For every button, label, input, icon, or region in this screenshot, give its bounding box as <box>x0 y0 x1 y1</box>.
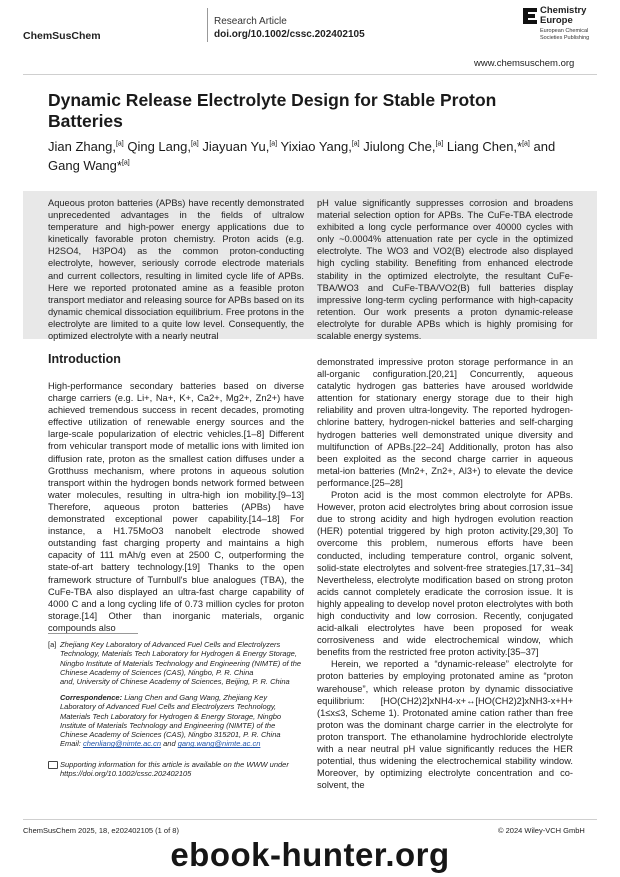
author-affiliation: [a] <box>190 140 199 148</box>
article-type: Research Article <box>214 16 287 27</box>
email-link[interactable]: chenliang@nimte.ac.cn <box>82 739 162 749</box>
footer-citation: ChemSusChem 2025, 18, e202402105 (1 of 8) <box>23 826 179 835</box>
intro-paragraph: Herein, we reported a “dynamic-release” electrolyte for proton batteries by employing protonated amine as “proton warehouse”, which release proton by dynamic dissociative equilibrium: [HO(CH2)2]xNH4-x+↔[HO(CH2)2]xNH3-x+H+ (1≤x≤3, Scheme 1). Protonated amine cation rather than free proton was the dominant charge carrier in the electrolyte for proton transport. The ethanolamine hydrochloride electrolyte with a near neutral pH value significantly reduces the HER potential, thus widening the electrochemical stability window. Moreover, by optimizing electrolyte concentration and co-solvent, the <box>317 659 573 791</box>
author: Yixiao Yang, <box>277 139 352 154</box>
publisher-subtitle: European Chemical Societies Publishing <box>540 28 590 41</box>
author-list <box>48 137 568 175</box>
article-title: Dynamic Release Electrolyte Design for Stable Proton Batteries <box>48 90 497 131</box>
correspondence-footnote <box>48 693 304 749</box>
correspondence-text: Liang Chen and Gang Wang, Zhejiang Key Laboratory of Advanced Fuel Cells and Electrolyzers Technology, Materials Tech Laboratory for Hydrogen & Energy Storage, Ningbo Institute of Materials Technology and Engineering (NIMTE) of the Chinese Academy of Sciences (CAS), Ningbo 315201, P. R. China <box>60 693 282 740</box>
footnote-tag: [a] <box>48 640 57 649</box>
author-affiliation: [a] <box>115 140 124 148</box>
author-affiliation: [a] <box>269 140 278 148</box>
email-and: and <box>163 739 176 749</box>
author: Qing Lang, <box>123 139 191 154</box>
affiliation-text-2: and, University of Chinese Academy of Sciences, Beijing, P. R. China <box>60 677 290 687</box>
computer-icon <box>48 761 58 769</box>
header-divider <box>207 8 208 42</box>
publisher-name: Chemistry Europe <box>540 5 587 26</box>
intro-paragraph: High-performance secondary batteries based on diverse charge carriers (e.g. Li+, Na+, K+, Ca2+, Mg2+, Zn2+) have achieved tremendous success in recent decades, promoting effective utilization of renewable energy sources and the large-scale popularization of electric vehicles.[1–8] Different from vehicular transport mode of metallic ions with limited ion diffusion rate, proton as the smallest cation diffuses under a Grotthuss mechanism, where protons in aqueous solution transport within the hydrogen bonds network formed between water molecules, resulting in ultra-high ion mobility.[9–13] Therefore, aqueous proton batteries (APBs) have demonstrated exceptional power capability.[14–18] For instance, a H1.75MoO3 nanobelt electrode showed outstanding fast charging property and maintains a high capacity of 111 mAh/g even at 2500 C, outperforming the state-of-art battery technology.[19] Thanks to the open framework structure of Turnbull's blue analogues (TBA), the CuFe-TBA also displayed an ultra-fast charge capability of 4000 C and a long cycling life of 0.73 million cycles for proton storage.[14] Other than inorganic materials, organic compounds also <box>48 381 304 633</box>
header-rule <box>23 74 597 75</box>
author-affiliation: [a] <box>522 140 530 148</box>
affiliation-footnote <box>48 640 304 686</box>
author-affiliation: [a] <box>351 140 360 148</box>
footnote-rule <box>48 633 138 634</box>
doi-link[interactable]: doi.org/10.1002/cssc.202402105 <box>214 29 365 40</box>
abstract-right-column: pH value significantly suppresses corrosion and broadens material selection option for APBs. The CuFe-TBA electrode exhibited a long cycle performance over 40000 cycles with only ~0.0004% attenuation rate per cycle in the optimized electrolyte. The WO3 and VO2(B) electrode also displayed high cycling stability. Benefiting from enhanced electrode stability in the optimized electrolyte, the resultant CuFe-TBA/WO3 and CuFe-TBA/VO2(B) full batteries display impressive long-term cycling performance with high-capacity retention. Our work presents a proton dynamic-release electrolyte for durable APBs which is highly promising for scalable energy systems. <box>317 198 573 342</box>
author: and Gang Wang* <box>48 139 556 173</box>
site-url[interactable]: www.chemsuschem.org <box>474 58 575 69</box>
supporting-info-footnote <box>48 760 304 779</box>
intro-left-column <box>48 380 304 634</box>
footer-rule <box>23 819 597 820</box>
author-affiliation: [a] <box>435 140 444 148</box>
affiliation-text: Zhejiang Key Laboratory of Advanced Fuel Cells and Electrolyzers Technology, Materials Tech Laboratory for Hydrogen & Energy Storage, Ningbo Institute of Materials Technology and Engineering (NIMTE) of the Chinese Academy of Sciences (CAS), Ningbo, P. R. China <box>60 640 302 677</box>
abstract-left-column: Aqueous proton batteries (APBs) have recently demonstrated unprecedented advantages in the fields of ultralow temperature and high-power energy applications due to kinetically favorable proton chemistry. Proton acids (e.g. H2SO4, H3PO4) as the common proton-conducting electrolyte, however, seriously corrode electrode materials and current collectors, resulting in limited cycle life of APBs. Here we reported protonated amine as a feasible proton transport mediator and releasing source for APBs based on its dynamic chemical dissociation equilibrium. Free protons in the electrolyte are limited to a quite low level. Consequently, the optimized electrolyte with a nearly neutral <box>48 198 304 342</box>
author: Jian Zhang, <box>48 139 116 154</box>
intro-right-column <box>317 356 573 791</box>
watermark: ebook-hunter.org <box>170 836 450 873</box>
chemistry-europe-logo-icon <box>523 8 537 24</box>
intro-paragraph: demonstrated impressive proton storage performance in an all-organic configuration.[20,21] Concurrently, aqueous catalytic hydrogen gas batteries have aroused worldwide attention for stationary energy storage due to their high reliability and proven ultra-longevity. The reported hydrogen-chlorine battery, hydrogen-nickel batteries and self-charging hydrogen batteries well demonstrated unique diversity and multifunction of APBs.[22–24] Additionally, proton has also been exploited as the second charge carrier in aqueous metal-ion batteries (Mn2+, Zn2+, Al3+) to elevate the device performance.[25–28] <box>317 357 573 488</box>
email-label: Email: <box>60 739 81 749</box>
abstract-box <box>23 191 597 342</box>
correspondence-label: Correspondence: <box>60 693 123 702</box>
journal-name: ChemSusChem <box>23 30 101 42</box>
intro-paragraph: Proton acid is the most common electrolyte for APBs. However, proton acid electrolytes bring about corrosion issue due to strong acidity and high hydrogen evolution reaction (HER) potential triggered by high proton activity.[29,30] To overcome this problem, numerous efforts have been conducted, including temperature control, organic solvent, solid-state electrolytes and solvent-free strategies.[17,31–34] Nevertheless, electrolyte modification based on strong proton acids cannot completely eradicate the corrosion issue. It is highly appealing to develop novel proton electrolytes with both high conductivity and low corrosion. Recently, conjugated acid-alkali electrolytes have been proposed for weak corrosiveness and wide electrochemical window, which benefits from the restricted free proton activity.[35–37] <box>317 490 573 658</box>
section-heading-introduction: Introduction <box>48 352 121 366</box>
author: Liang Chen,* <box>443 139 523 154</box>
footer-copyright: © 2024 Wiley-VCH GmbH <box>498 826 585 835</box>
author: Jiayuan Yu, <box>198 139 270 154</box>
email-link[interactable]: gang.wang@nimte.ac.cn <box>177 739 261 749</box>
author-affiliation: [a] <box>121 159 130 167</box>
supporting-info-text: Supporting information for this article is available on the WWW under https://doi.org/10.1002/cssc.202402105 <box>60 760 289 779</box>
author: Jiulong Che, <box>359 139 436 154</box>
